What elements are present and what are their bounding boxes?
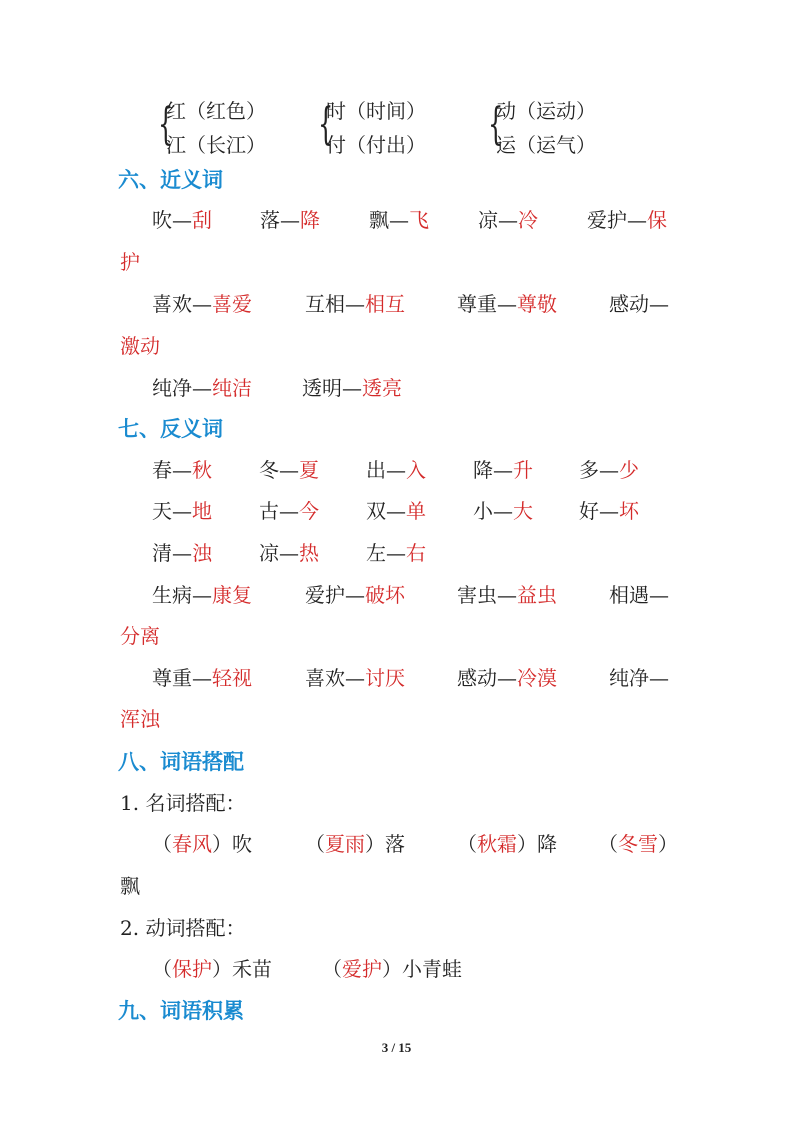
base-word: 尊重— <box>152 666 212 690</box>
noun-collocation-label: 1. 名词搭配： <box>120 791 246 815</box>
base-word: 生病— <box>152 583 212 607</box>
answer-word: 地 <box>192 499 212 523</box>
polyphone-item: 动（运动） <box>496 99 596 123</box>
base-word: 降— <box>473 458 513 482</box>
answer-word: 尊敬 <box>517 292 557 316</box>
section-heading-collocation: 八、词语搭配 <box>118 750 244 774</box>
word-pair <box>609 581 669 609</box>
answer-word: 单 <box>406 499 426 523</box>
word-pair <box>259 456 319 484</box>
word-pair <box>152 374 252 402</box>
answer-word: 破坏 <box>365 583 405 607</box>
word-pair <box>152 290 252 318</box>
base-word: 飘— <box>369 208 409 232</box>
base-word: 互相— <box>305 292 365 316</box>
base-word: 小— <box>473 499 513 523</box>
answer-word: 夏雨 <box>325 832 365 856</box>
answer-word: 升 <box>513 458 533 482</box>
base-word: 冬— <box>259 458 299 482</box>
fill-item: （冬雪） <box>598 832 678 856</box>
word-pair <box>587 206 667 234</box>
word-pair <box>259 497 319 525</box>
word-pair <box>457 664 557 692</box>
polyphone-item: 红（红色） <box>166 99 266 123</box>
word-pair <box>473 497 533 525</box>
word-pair <box>366 539 426 567</box>
answer-word: 冬雪 <box>618 832 658 856</box>
word-pair <box>478 206 538 234</box>
answer-word: 讨厌 <box>365 666 405 690</box>
answer-word: 夏 <box>299 458 319 482</box>
base-word: 吹— <box>152 208 192 232</box>
answer-word: 喜爱 <box>212 292 252 316</box>
answer-word: 护 <box>120 250 140 274</box>
answer-word: 热 <box>299 541 319 565</box>
word-pair <box>369 206 429 234</box>
answer-word: 激动 <box>120 334 160 358</box>
base-word: 凉— <box>259 541 299 565</box>
word-pair <box>457 581 557 609</box>
answer-word: 飞 <box>409 208 429 232</box>
base-word: 双— <box>366 499 406 523</box>
answer-word: 益虫 <box>517 583 557 607</box>
base-word: 凉— <box>478 208 518 232</box>
base-word: 喜欢— <box>152 292 212 316</box>
answer-word: 秋霜 <box>477 832 517 856</box>
answer-word: 冷漠 <box>517 666 557 690</box>
word-pair <box>152 539 212 567</box>
base-word: 落— <box>260 208 300 232</box>
section-heading-antonyms: 七、反义词 <box>118 417 223 441</box>
base-word: 尊重— <box>457 292 517 316</box>
answer-word: 坏 <box>619 499 639 523</box>
base-word: 感动— <box>457 666 517 690</box>
word-pair <box>366 497 426 525</box>
fill-item: （爱护）小青蛙 <box>322 957 462 981</box>
answer-word: 轻视 <box>212 666 252 690</box>
answer-word: 入 <box>406 458 426 482</box>
base-word: 春— <box>152 458 192 482</box>
brace-symbol: { <box>488 99 504 150</box>
word-pair <box>305 664 405 692</box>
word-pair <box>305 581 405 609</box>
polyphone-item: 江（长江） <box>166 133 266 157</box>
fill-item: （秋霜）降 <box>457 832 557 856</box>
answer-word: 分离 <box>120 624 160 648</box>
word-pair <box>152 456 212 484</box>
word-pair <box>152 664 252 692</box>
brace-symbol: { <box>158 99 174 150</box>
base-word: 清— <box>152 541 192 565</box>
answer-word: 降 <box>300 208 320 232</box>
verb-collocation-label: 2. 动词搭配： <box>120 916 246 940</box>
base-word: 透明— <box>302 376 362 400</box>
base-word: 相遇— <box>609 583 669 607</box>
base-word: 纯净— <box>609 666 669 690</box>
answer-word: 浑浊 <box>120 707 160 731</box>
word-pair <box>260 206 320 234</box>
answer-word: 浊 <box>192 541 212 565</box>
answer-word: 冷 <box>518 208 538 232</box>
answer-word: 秋 <box>192 458 212 482</box>
answer-word: 透亮 <box>362 376 402 400</box>
answer-word: 相互 <box>365 292 405 316</box>
base-word: 喜欢— <box>305 666 365 690</box>
word-pair <box>609 290 669 318</box>
word-pair <box>152 206 212 234</box>
base-word: 左— <box>366 541 406 565</box>
base-word: 好— <box>579 499 619 523</box>
word-pair <box>152 497 212 525</box>
base-word: 爱护— <box>305 583 365 607</box>
answer-word: 保护 <box>172 957 212 981</box>
answer-word: 春风 <box>172 832 212 856</box>
word-pair <box>152 581 252 609</box>
word-pair <box>457 290 557 318</box>
fill-item: （夏雨）落 <box>305 832 405 856</box>
word-pair <box>609 664 669 692</box>
answer-word: 右 <box>406 541 426 565</box>
answer-word: 康复 <box>212 583 252 607</box>
base-word: 感动— <box>609 292 669 316</box>
page-number: 3 / 15 <box>381 1040 412 1055</box>
answer-word: 纯洁 <box>212 376 252 400</box>
answer-word: 大 <box>513 499 533 523</box>
word-pair <box>579 497 639 525</box>
word-pair <box>302 374 402 402</box>
answer-word: 刮 <box>192 208 212 232</box>
base-word: 纯净— <box>152 376 212 400</box>
noun-collocation-wrap: 飘 <box>120 874 140 898</box>
base-word: 古— <box>259 499 299 523</box>
word-pair <box>473 456 533 484</box>
base-word: 害虫— <box>457 583 517 607</box>
fill-item: （保护）禾苗 <box>152 957 272 981</box>
answer-word: 保 <box>647 208 667 232</box>
polyphone-item: 运（运气） <box>496 133 596 157</box>
base-word: 多— <box>579 458 619 482</box>
section-heading-synonyms: 六、近义词 <box>118 168 223 192</box>
polyphone-item: 时（时间） <box>326 99 426 123</box>
word-pair <box>305 290 405 318</box>
base-word: 出— <box>366 458 406 482</box>
word-pair <box>259 539 319 567</box>
answer-word: 爱护 <box>342 957 382 981</box>
brace-symbol: { <box>318 99 334 150</box>
fill-item: （春风）吹 <box>152 832 252 856</box>
word-pair <box>579 456 639 484</box>
answer-word: 今 <box>299 499 319 523</box>
polyphone-item: 付（付出） <box>326 133 426 157</box>
base-word: 爱护— <box>587 208 647 232</box>
word-pair <box>366 456 426 484</box>
section-heading-accumulation: 九、词语积累 <box>118 999 244 1023</box>
base-word: 天— <box>152 499 192 523</box>
answer-word: 少 <box>619 458 639 482</box>
